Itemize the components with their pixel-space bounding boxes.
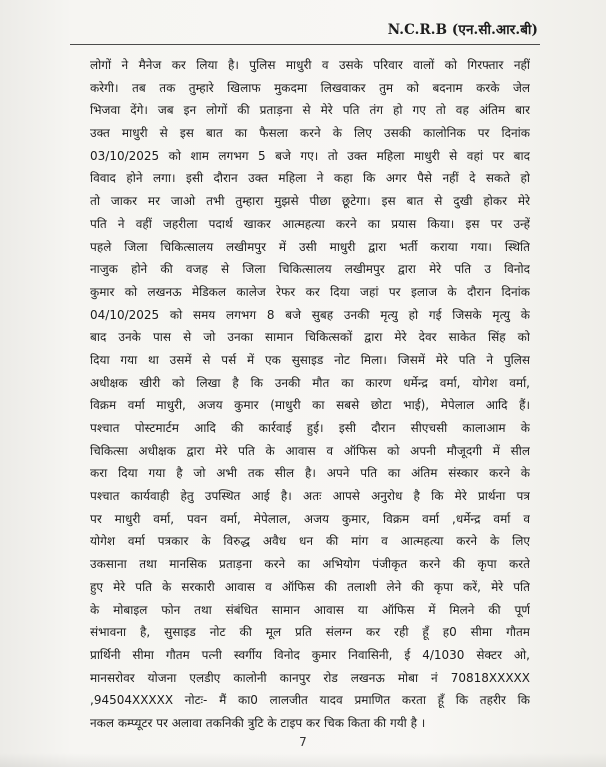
body-line: चिकित्सा अधीक्षक द्वारा मेरे पति के आवास व ऑफिस को अपनी मौजूदगी में सील <box>90 443 530 458</box>
body-line: करा दिया गया है जो अभी तक सील है। अपने पति का अंतिम संस्कार करने के <box>90 466 530 481</box>
body-line: संभावना है, सुसाइड नोट की मूल प्रति संलग्न कर रही हूँ ह0 सीमा गौतम <box>90 625 530 640</box>
body-line: कुमार को लखनऊ मेडिकल कालेज रेफर कर दिया जहां पर इलाज के दौरान दिनांक <box>90 284 530 299</box>
body-line: पति ने वहीं जहरीला पदार्थ खाकर आत्महत्या करने का प्रयास किया। इस पर उन्हें <box>90 216 530 231</box>
body-line: विवाद होने लगा। इसी दौरान उक्त महिला ने कहा कि अगर पैसे नहीं दे सकते हो <box>90 171 530 186</box>
body-line: योगेश वर्मा पत्रकार के विरुद्ध अवैध धन की मांग व आत्महत्या करने के लिए <box>90 534 530 549</box>
body-line: तो जाकर मर जाओ तभी तुम्हारा मुझसे पीछा छूटेगा। इस बात से दुखी होकर मेरे <box>90 194 530 209</box>
body-line: हुए मेरे पति के सरकारी आवास व ऑफिस की तलाशी लेने की कृपा करें, मेरे पति <box>90 579 530 594</box>
body-line: विक्रम वर्मा माधुरी, अजय कुमार (माधुरी का सबसे छोटा भाई), मेपेलाल आदि हैं। <box>90 398 530 413</box>
page-header-title: N.C.R.B (एन.सी.आर.बी) <box>387 22 538 38</box>
body-line: 03/10/2025 को शाम लगभग 5 बजे गए। तो उक्त महिला माधुरी से वहां पर बाद <box>90 148 530 163</box>
body-line: 04/10/2025 को समय लगभग 8 बजे सुबह उनकी मृत्यु हो गई जिसके मृत्यु के <box>90 307 530 322</box>
body-line: अधीक्षक खीरी को लिखा है कि उनकी मौत का कारण धर्मेन्द्र वर्मा, योगेश वर्मा, <box>90 375 530 390</box>
body-line: प्रार्थिनी सीमा गौतम पत्नी स्वर्गीय विनोद कुमार निवासिनी, ई 4/1030 सेक्टर ओ, <box>90 647 530 662</box>
body-line: के मोबाइल फोन तथा संबंधित सामान आवास या ऑफिस में मिलने की पूर्ण <box>90 602 530 617</box>
page-shadow <box>0 753 606 767</box>
body-line: भिजवा देंगे। जब इन लोगों की प्रताड़ना से मेरे पति तंग हो गए तो वह अंतिम बार <box>90 103 530 118</box>
body-line: मानसरोवर योजना एलडीए कालोनी कानपुर रोड लखनऊ मोबा नं 70818XXXXX <box>90 670 530 685</box>
body-line: पर माधुरी वर्मा, पवन वर्मा, मेपेलाल, अजय कुमार, विक्रम वर्मा ,धर्मेन्द्र वर्मा व <box>90 511 530 526</box>
body-line: नाजुक होने की वजह से जिला चिकित्सालय लखीमपुर द्वारा मेरे पति उ विनोद <box>90 262 530 277</box>
body-line: उकसाना तथा मानसिक प्रताड़ना करने का अभियोग पंजीकृत करने की कृपा करते <box>90 557 530 572</box>
body-line: लोगों ने मैनेज कर लिया है। पुलिस माधुरी व उसके परिवार वालों को गिरफ्तार नहीं <box>90 58 530 72</box>
body-line: ,94504XXXXX नोटः- मैं का0 लालजीत यादव प्रमाणित करता हूँ कि तहरीर कि <box>90 693 530 708</box>
body-line: बाद उनके पास से जो उनका सामान चिकित्सकों द्वारा मेरे देवर साकेत सिंह को <box>90 330 530 345</box>
header-divider <box>70 44 540 45</box>
body-line: पहले जिला चिकित्सालय लखीमपुर में उसी माधुरी द्वारा भर्ती कराया गया। स्थिति <box>90 239 530 254</box>
body-line: नकल कम्प्यूटर पर अलावा तकनिकी त्रुटि के टाइप कर चिक किता की गयी है । <box>90 715 426 730</box>
page-number: 7 <box>299 735 307 749</box>
document-body <box>90 54 530 735</box>
body-line: दिया गया था उसमें से पर्स में एक सुसाइड नोट मिला। जिसमें मेरे पति ने पुलिस <box>90 352 530 367</box>
body-line: पश्चात कार्यवाही हेतु उपस्थित आई है। अतः आपसे अनुरोध है कि मेरे प्रार्थना पत्र <box>90 489 530 504</box>
body-line: पश्चात पोस्टमार्टम आदि की कार्रवाई हुई। इसी दौरान सीएचसी कालाआम के <box>90 421 530 435</box>
body-line: उक्त माधुरी से इस बात का फैसला करने के लिए उसकी कालोनिक पर दिनांक <box>90 126 530 141</box>
body-line: करेगी। तब तक तुम्हारे खिलाफ मुकदमा लिखवाकर तुम को बदनाम करके जेल <box>90 80 530 95</box>
